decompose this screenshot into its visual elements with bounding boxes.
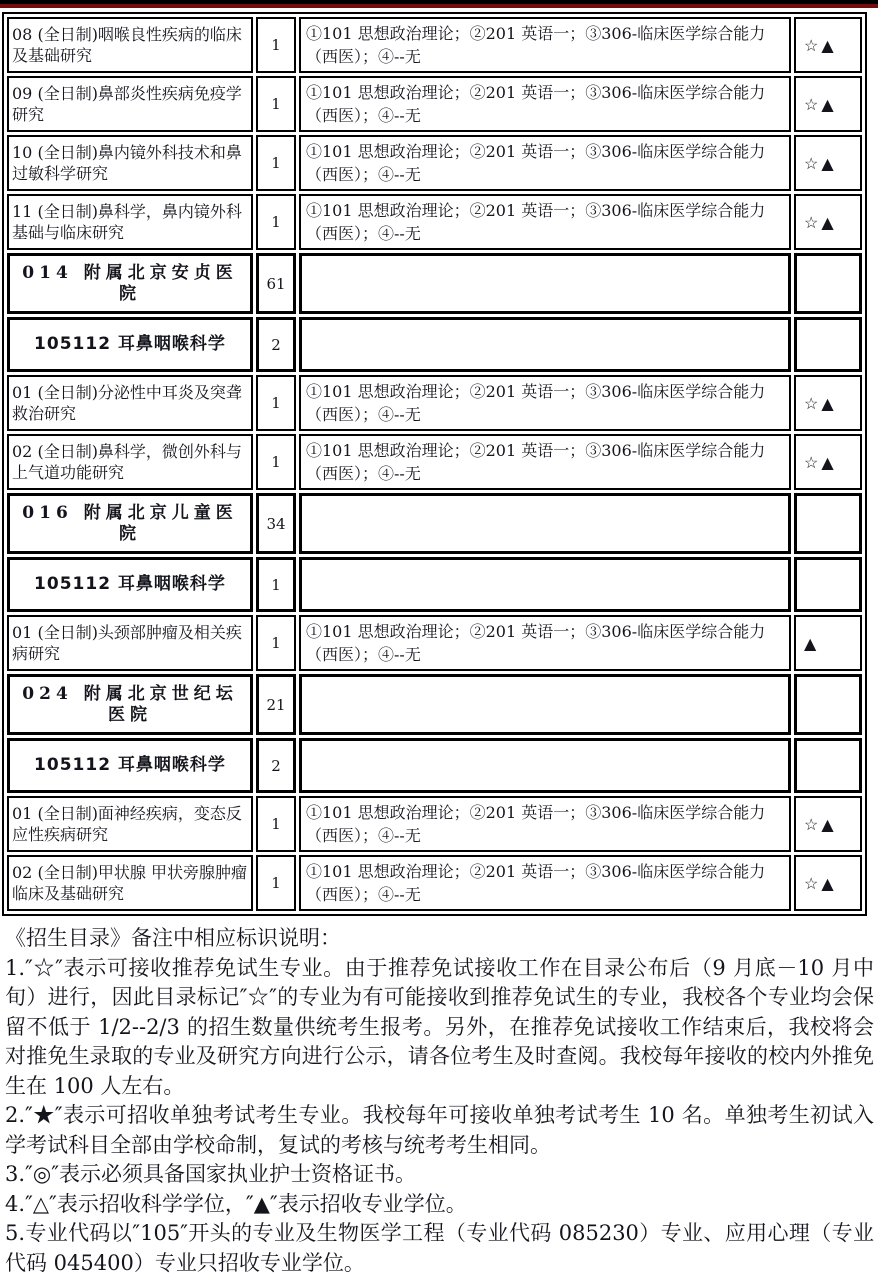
- remark-symbols-cell: [794, 493, 862, 554]
- legend-note-4: 4.″△″表示招收科学学位，″▲″表示招收专业学位。: [5, 1191, 467, 1216]
- legend-note-5: 5.专业代码以″105″开头的专业及生物医学工程（专业代码 085230）专业、应用心理（专业代码 045400）专业只招收专业学位。: [5, 1221, 874, 1275]
- program-name-cell: 10 (全日制)鼻内镜外科技术和鼻过敏科学研究: [7, 135, 253, 191]
- table-row: [7, 615, 862, 671]
- hospital-name-cell: 014 附属北京安贞医院: [7, 253, 253, 314]
- remark-symbols-cell: [794, 738, 862, 793]
- specialty-name-cell: 105112 耳鼻咽喉科学: [7, 738, 253, 793]
- remark-symbols-cell: ☆▲: [794, 17, 862, 73]
- program-name-cell: 01 (全日制)头颈部肿瘤及相关疾病研究: [7, 615, 253, 671]
- exam-subjects-cell: [299, 317, 791, 372]
- legend-heading: 《招生目录》备注中相应标识说明：: [5, 926, 341, 950]
- quota-count-cell: 1: [256, 76, 296, 132]
- hospital-section-row: [7, 253, 862, 314]
- specialty-name-cell: 105112 耳鼻咽喉科学: [7, 317, 253, 372]
- exam-subjects-cell: ①101 思想政治理论；②201 英语一；③306-临床医学综合能力（西医）；④--无: [299, 76, 791, 132]
- specialty-section-row: [7, 557, 862, 612]
- exam-subjects-cell: ①101 思想政治理论；②201 英语一；③306-临床医学综合能力（西医）；④--无: [299, 375, 791, 431]
- quota-count-cell: 1: [256, 135, 296, 191]
- quota-count-cell: 34: [256, 493, 296, 554]
- exam-subjects-cell: ①101 思想政治理论；②201 英语一；③306-临床医学综合能力（西医）；④--无: [299, 855, 791, 911]
- remark-symbols-cell: ☆▲: [794, 855, 862, 911]
- quota-count-cell: 1: [256, 855, 296, 911]
- specialty-name-cell: 105112 耳鼻咽喉科学: [7, 557, 253, 612]
- hospital-name-cell: 024 附属北京世纪坛医院: [7, 674, 253, 735]
- remark-symbols-cell: ☆▲: [794, 194, 862, 250]
- exam-subjects-cell: [299, 557, 791, 612]
- remark-symbols-cell: ☆▲: [794, 135, 862, 191]
- program-name-cell: 09 (全日制)鼻部炎性疾病免疫学研究: [7, 76, 253, 132]
- remark-symbols-cell: ☆▲: [794, 76, 862, 132]
- exam-subjects-cell: [299, 253, 791, 314]
- table-row: [7, 194, 862, 250]
- table-row: [7, 76, 862, 132]
- quota-count-cell: 1: [256, 375, 296, 431]
- legend-note-3: 3.″◎″表示必须具备国家执业护士资格证书。: [5, 1162, 417, 1186]
- program-name-cell: 02 (全日制)甲状腺 甲状旁腺肿瘤临床及基础研究: [7, 855, 253, 911]
- table-row: [7, 855, 862, 911]
- program-name-cell: 01 (全日制)面神经疾病，变态反应性疾病研究: [7, 796, 253, 852]
- quota-count-cell: 21: [256, 674, 296, 735]
- exam-subjects-cell: [299, 493, 791, 554]
- exam-subjects-cell: ①101 思想政治理论；②201 英语一；③306-临床医学综合能力（西医）；④--无: [299, 796, 791, 852]
- quota-count-cell: 1: [256, 615, 296, 671]
- exam-subjects-cell: ①101 思想政治理论；②201 英语一；③306-临床医学综合能力（西医）；④--无: [299, 615, 791, 671]
- quota-count-cell: 61: [256, 253, 296, 314]
- remark-symbols-cell: ☆▲: [794, 434, 862, 490]
- program-name-cell: 01 (全日制)分泌性中耳炎及突聋救治研究: [7, 375, 253, 431]
- quota-count-cell: 2: [256, 738, 296, 793]
- quota-count-cell: 2: [256, 317, 296, 372]
- remark-symbols-cell: [794, 557, 862, 612]
- admissions-catalog-table: [2, 12, 867, 916]
- program-name-cell: 11 (全日制)鼻科学，鼻内镜外科基础与临床研究: [7, 194, 253, 250]
- page-top-maroon-rule: [0, 4, 878, 8]
- hospital-name-cell: 016 附属北京儿童医院: [7, 493, 253, 554]
- program-name-cell: 08 (全日制)咽喉良性疾病的临床及基础研究: [7, 17, 253, 73]
- quota-count-cell: 1: [256, 17, 296, 73]
- legend-note-2: 2.″★″表示可招收单独考试考生专业。我校每年可接收单独考试考生 10 名。单独考生初试入学考试科目全部由学校命制，复试的考核与统考考生相同。: [5, 1103, 874, 1157]
- table-row: [7, 135, 862, 191]
- remark-symbols-cell: ☆▲: [794, 796, 862, 852]
- table-row: [7, 375, 862, 431]
- table-row: [7, 796, 862, 852]
- hospital-section-row: [7, 493, 862, 554]
- quota-count-cell: 1: [256, 796, 296, 852]
- remark-symbols-cell: ▲: [794, 615, 862, 671]
- remark-symbols-cell: [794, 253, 862, 314]
- exam-subjects-cell: ①101 思想政治理论；②201 英语一；③306-临床医学综合能力（西医）；④--无: [299, 135, 791, 191]
- quota-count-cell: 1: [256, 434, 296, 490]
- quota-count-cell: 1: [256, 557, 296, 612]
- remark-symbols-cell: [794, 317, 862, 372]
- hospital-section-row: [7, 674, 862, 735]
- specialty-section-row: [7, 317, 862, 372]
- remark-symbols-cell: ☆▲: [794, 375, 862, 431]
- exam-subjects-cell: [299, 738, 791, 793]
- legend-notes: [0, 916, 878, 1278]
- table-row: [7, 17, 862, 73]
- program-name-cell: 02 (全日制)鼻科学，微创外科与上气道功能研究: [7, 434, 253, 490]
- exam-subjects-cell: ①101 思想政治理论；②201 英语一；③306-临床医学综合能力（西医）；④--无: [299, 17, 791, 73]
- exam-subjects-cell: ①101 思想政治理论；②201 英语一；③306-临床医学综合能力（西医）；④--无: [299, 194, 791, 250]
- exam-subjects-cell: ①101 思想政治理论；②201 英语一；③306-临床医学综合能力（西医）；④--无: [299, 434, 791, 490]
- remark-symbols-cell: [794, 674, 862, 735]
- exam-subjects-cell: [299, 674, 791, 735]
- specialty-section-row: [7, 738, 862, 793]
- quota-count-cell: 1: [256, 194, 296, 250]
- legend-note-1: 1.″☆″表示可接收推荐免试生专业。由于推荐免试接收工作在目录公布后（9 月底－10 月中旬）进行，因此目录标记″☆″的专业为有可能接收到推荐免试生的专业，我校各个专业均会保留不低于 1/2--2/3 的招生数量供统考生报考。另外，在推荐免试接收工作结束后，我校将会对推免生录取的专业及研究方向进行公示，请各位考生及时查阅。我校每年接收的校内外推免生在 100 人左右。: [5, 955, 874, 1098]
- table-row: [7, 434, 862, 490]
